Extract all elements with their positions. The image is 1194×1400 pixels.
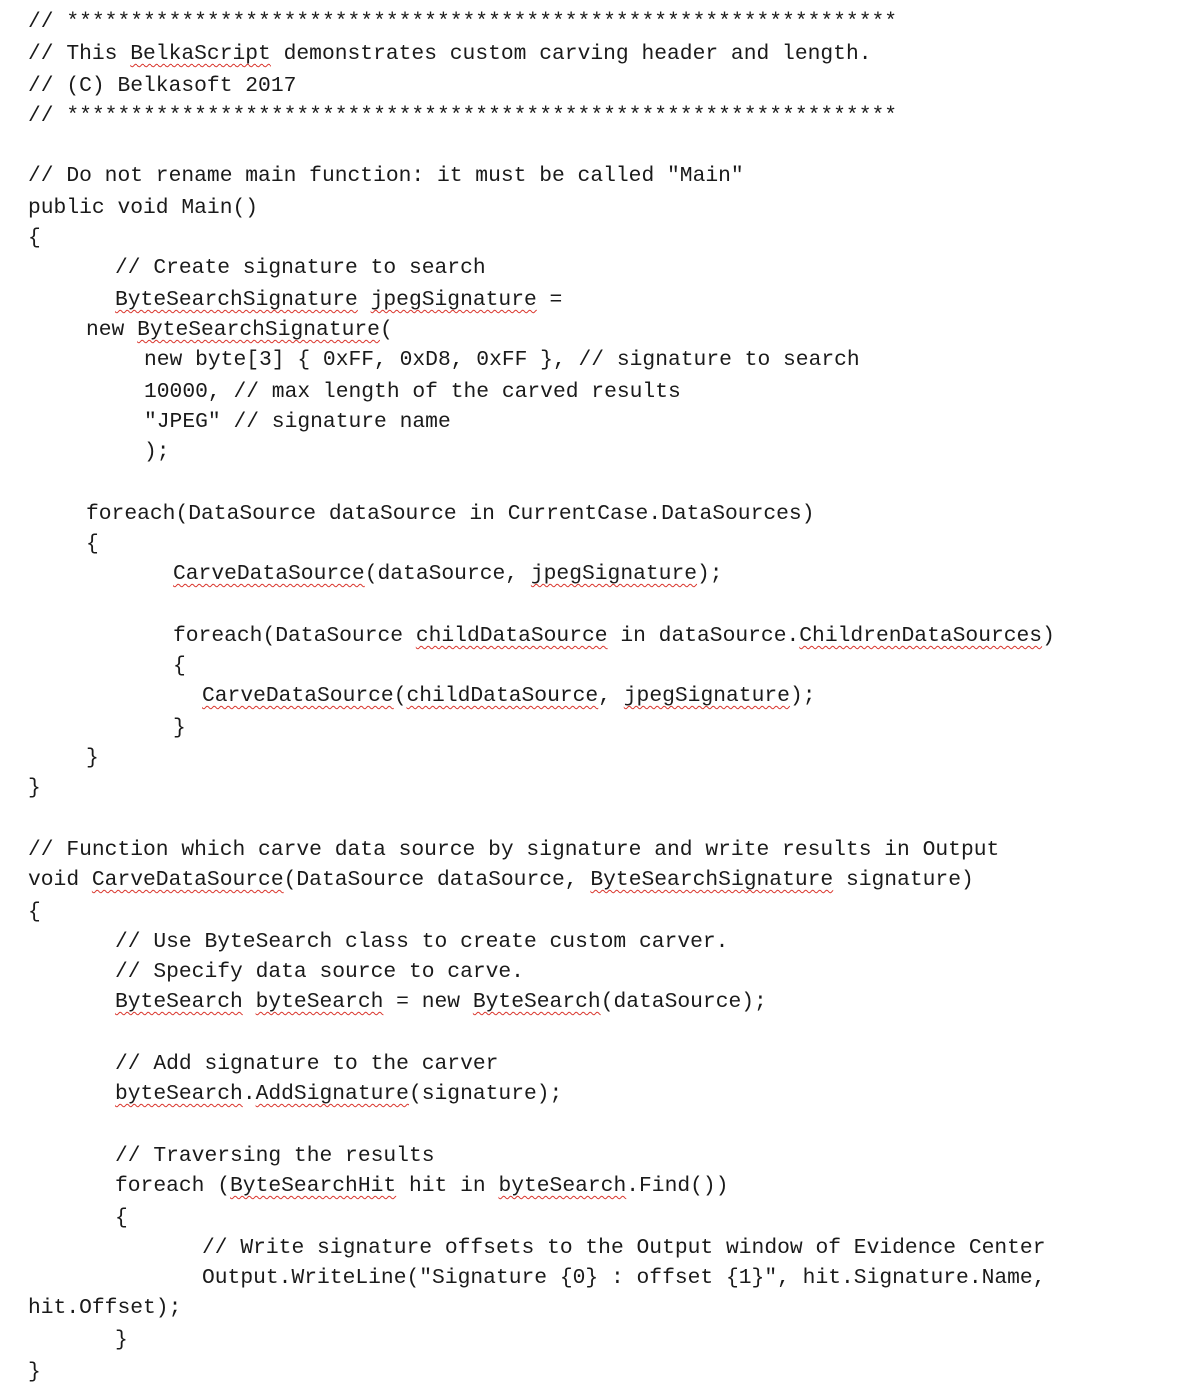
code-text: // *****************************************************************: [28, 10, 898, 34]
code-text: hit in: [396, 1174, 499, 1198]
code-text: "JPEG" // signature name: [144, 410, 451, 434]
spellcheck-flagged-word: ChildrenDataSources: [799, 624, 1043, 648]
code-text: ): [1042, 624, 1055, 648]
code-text: );: [697, 562, 723, 586]
code-text: // Add signature to the carver: [115, 1052, 499, 1076]
code-text: // Do not rename main function: it must be called "Main": [28, 164, 744, 188]
code-line: [115, 1172, 729, 1200]
code-text: }: [173, 716, 186, 740]
code-text: // This: [28, 42, 131, 66]
code-text: signature): [833, 868, 974, 892]
code-text: }: [115, 1328, 128, 1352]
spellcheck-flagged-word: ByteSearch: [472, 990, 601, 1014]
code-line: [28, 224, 41, 252]
code-line: [28, 102, 897, 130]
code-line: [173, 560, 723, 588]
code-text: in dataSource.: [607, 624, 800, 648]
spellcheck-flagged-word: CarveDataSource: [173, 562, 365, 586]
code-line: [28, 162, 744, 190]
spellcheck-flagged-word: childDataSource: [415, 624, 608, 648]
code-line: [144, 408, 451, 436]
code-line: [28, 8, 897, 36]
code-line: [86, 500, 814, 528]
code-line: [28, 1358, 41, 1386]
code-text: .: [242, 1082, 256, 1106]
code-text: (dataSource,: [364, 562, 531, 586]
code-text: new byte[3] { 0xFF, 0xD8, 0xFF }, // signature to search: [144, 348, 860, 372]
code-text: }: [28, 776, 41, 800]
code-line: [144, 378, 681, 406]
code-line: [28, 898, 41, 926]
spellcheck-flagged-word: ByteSearchSignature: [590, 868, 834, 892]
spellcheck-flagged-word: CarveDataSource: [91, 868, 284, 892]
code-line: [173, 714, 186, 742]
code-text: =: [536, 288, 563, 312]
code-text: {: [28, 226, 41, 250]
code-line: [144, 346, 860, 374]
code-line: [86, 744, 99, 772]
spellcheck-flagged-word: ByteSearchSignature: [115, 288, 358, 312]
code-text: {: [86, 532, 99, 556]
code-line: [115, 254, 486, 282]
code-text: ,: [598, 684, 624, 708]
code-text: }: [28, 1360, 41, 1384]
code-text: // *****************************************************************: [28, 104, 898, 128]
code-line: [28, 866, 974, 894]
code-text: // (C) Belkasoft 2017: [28, 74, 297, 98]
spellcheck-flagged-word: byteSearch: [115, 1082, 243, 1106]
code-text: // Specify data source to carve.: [115, 960, 524, 984]
code-text: = new: [383, 990, 473, 1014]
code-line: [115, 1326, 128, 1354]
spellcheck-flagged-word: ByteSearchSignature: [137, 318, 380, 342]
spellcheck-flagged-word: byteSearch: [255, 990, 384, 1014]
code-text: (: [393, 684, 407, 708]
code-text: (dataSource);: [600, 990, 767, 1014]
code-text: new: [86, 318, 138, 342]
code-line: [28, 72, 296, 100]
code-text: (DataSource dataSource,: [283, 868, 591, 892]
code-line: [202, 1264, 1046, 1292]
code-line: [115, 1080, 562, 1108]
code-text: demonstrates custom carving header and length.: [270, 42, 872, 66]
code-line: [202, 682, 816, 710]
spellcheck-flagged-word: jpegSignature: [623, 684, 790, 708]
spellcheck-flagged-word: jpegSignature: [370, 288, 537, 312]
code-text: foreach(DataSource: [173, 624, 416, 648]
code-line: [115, 1142, 435, 1170]
code-line: [86, 316, 393, 344]
code-text: // Traversing the results: [115, 1144, 435, 1168]
code-line: [28, 40, 872, 68]
code-text: hit.Offset);: [28, 1296, 182, 1320]
code-line: [28, 194, 258, 222]
code-text: 10000, // max length of the carved results: [144, 380, 681, 404]
code-text: {: [173, 654, 186, 678]
spellcheck-flagged-word: byteSearch: [498, 1174, 627, 1198]
code-line: [144, 438, 170, 466]
spellcheck-flagged-word: CarveDataSource: [202, 684, 394, 708]
code-text: }: [86, 746, 99, 770]
spellcheck-flagged-word: jpegSignature: [530, 562, 698, 586]
code-line: [28, 836, 999, 864]
code-text: Output.WriteLine("Signature {0} : offset {1}", hit.Signature.Name,: [202, 1266, 1046, 1290]
code-text: .Find()): [626, 1174, 729, 1198]
code-text: [243, 990, 256, 1014]
code-text: );: [789, 684, 816, 708]
code-text: (: [379, 318, 393, 342]
code-text: {: [28, 900, 41, 924]
code-text: (signature);: [408, 1082, 563, 1106]
code-text: // Create signature to search: [115, 256, 486, 280]
code-text: );: [144, 440, 170, 464]
code-line: [115, 928, 728, 956]
spellcheck-flagged-word: AddSignature: [255, 1082, 409, 1106]
code-line: [115, 286, 562, 314]
code-line: [115, 958, 524, 986]
spellcheck-flagged-word: ByteSearch: [115, 990, 243, 1014]
code-text: // Use ByteSearch class to create custom carver.: [115, 930, 729, 954]
code-text: foreach (: [115, 1174, 231, 1198]
spellcheck-flagged-word: childDataSource: [406, 684, 599, 708]
code-line: [28, 1294, 181, 1322]
code-text: // Function which carve data source by signature and write results in Output: [28, 838, 1000, 862]
code-line: [115, 1050, 498, 1078]
spellcheck-flagged-word: BelkaScript: [130, 42, 271, 66]
code-text: [358, 288, 371, 312]
code-text: {: [115, 1206, 128, 1230]
code-line: [173, 622, 1055, 650]
code-line: [173, 652, 186, 680]
code-line: [28, 774, 41, 802]
code-line: [86, 530, 99, 558]
code-text: // Write signature offsets to the Output window of Evidence Center: [202, 1236, 1046, 1260]
code-text: foreach(DataSource dataSource in CurrentCase.DataSources): [86, 502, 815, 526]
code-line: [115, 1204, 128, 1232]
code-text: public void Main(): [28, 196, 259, 220]
code-line: [202, 1234, 1046, 1262]
spellcheck-flagged-word: ByteSearchHit: [230, 1174, 397, 1198]
code-text: void: [28, 868, 92, 892]
code-line: [115, 988, 767, 1016]
